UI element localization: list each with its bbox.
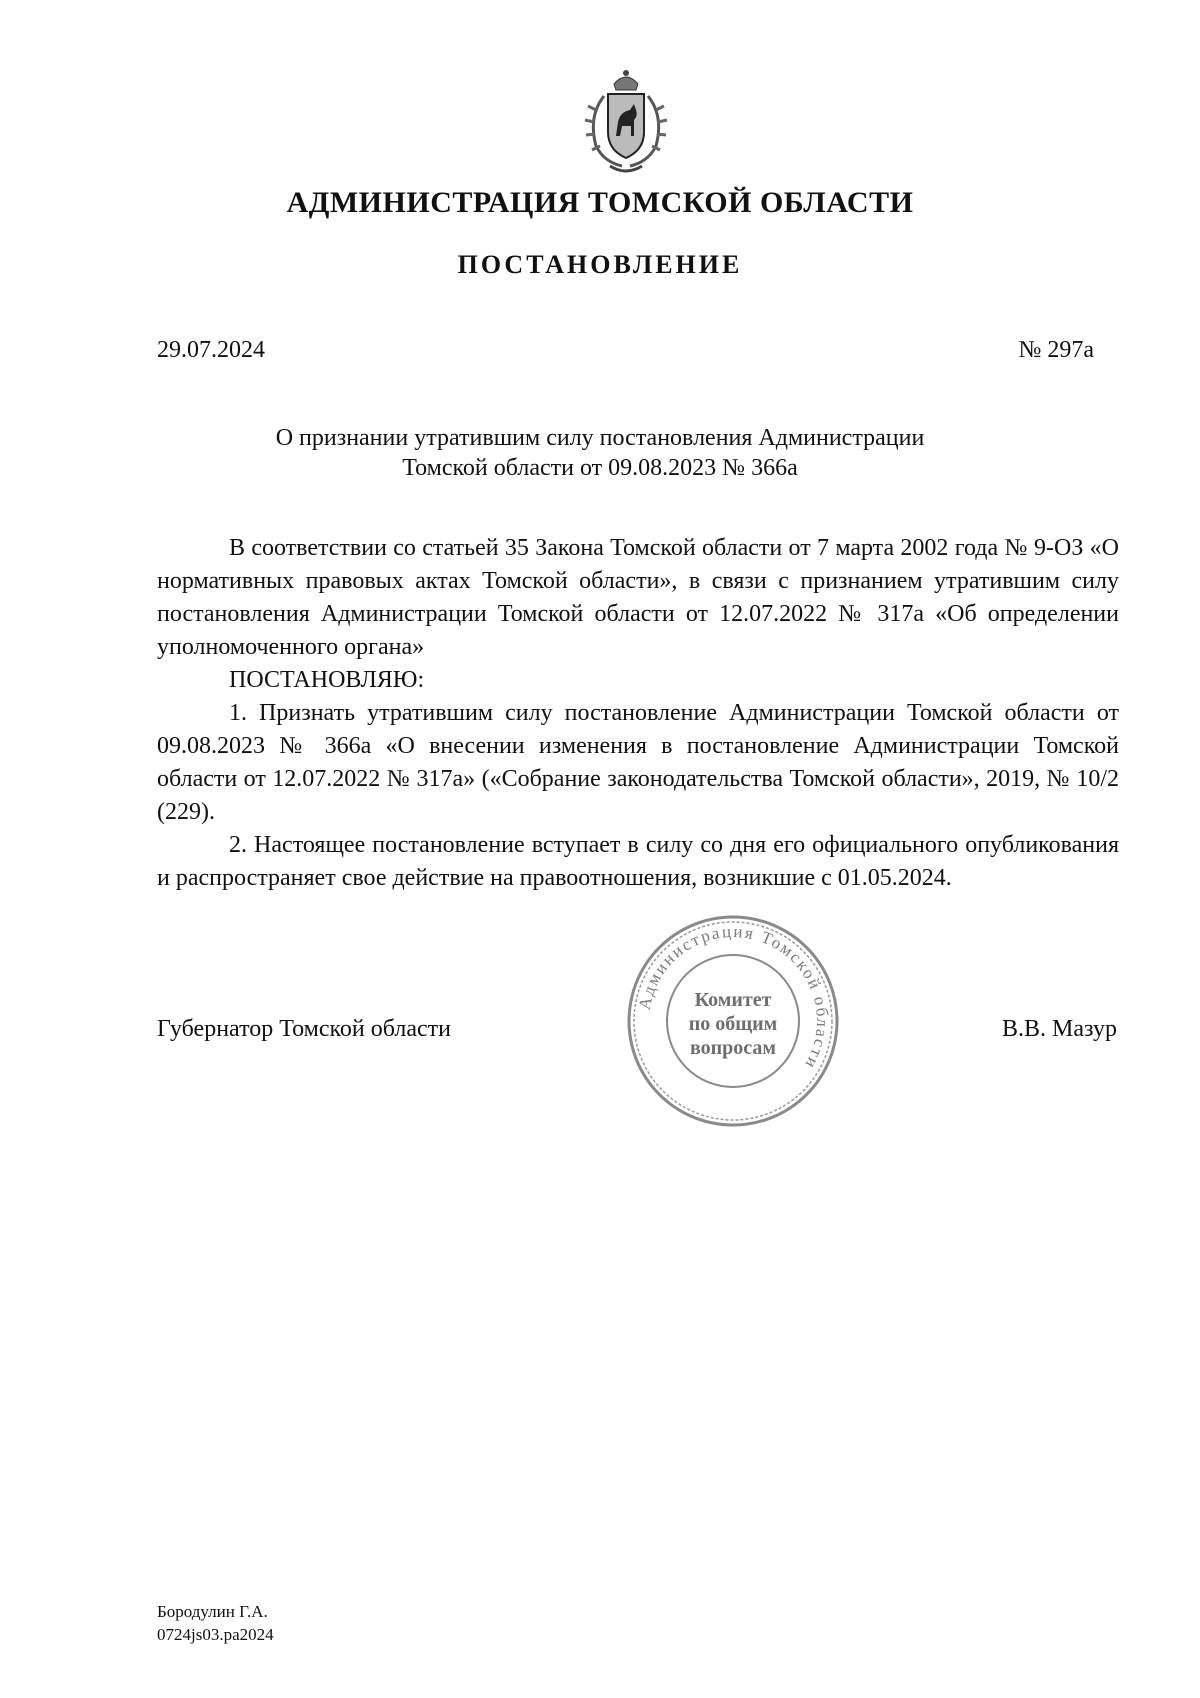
signatory-role: Губернатор Томской области	[157, 1016, 451, 1042]
item-paragraph: 1. Признать утратившим силу постановление Администрации Томской области от 09.08.2023 № 366а «О внесении изменения в постановление Администрации Томской области от 12.07.2022 № 317а» («Собрание законодательства Томской области», 2019, № 10/2 (229).	[157, 700, 1119, 825]
subject-line: О признании утратившим силу постановления Администрации	[275, 425, 925, 451]
document-subject	[200, 423, 1000, 483]
signatory-name: В.В. Мазур	[1002, 1016, 1117, 1042]
decree-word: ПОСТАНОВЛЯЮ:	[229, 667, 425, 693]
preamble-paragraph: В соответствии со статьей 35 Закона Томской области от 7 марта 2002 года № 9-ОЗ «О нормативных правовых актах Томской области», в связи с признанием утратившим силу постановления Администрации Томской области от 12.07.2022 № 317а «Об определении уполномоченного органа»	[157, 535, 1119, 660]
document-date: 29.07.2024	[157, 337, 265, 363]
executor-name: Бородулин Г.А.	[157, 1602, 268, 1621]
stamp-text: по общим	[688, 1013, 778, 1035]
executor-footer	[157, 1600, 274, 1646]
stamp-text: Комитет	[694, 989, 772, 1011]
organization-title: АДМИНИСТРАЦИЯ ТОМСКОЙ ОБЛАСТИ	[286, 186, 914, 219]
svg-text:Администрация Томской области: Администрация Томской области	[634, 921, 833, 1074]
document-number: № 297а	[1018, 337, 1094, 363]
document-code: 0724js03.pa2024	[157, 1625, 274, 1644]
document-body	[157, 532, 1119, 895]
stamp-text: вопросам	[689, 1037, 777, 1059]
subject-line: Томской области от 09.08.2023 № 366а	[402, 455, 798, 481]
official-stamp-icon	[624, 912, 842, 1130]
item-paragraph: 2. Настоящее постановление вступает в силу со дня его официального опубликования и распространяет свое действие на правоотношения, возникшие с 01.05.2024.	[157, 832, 1119, 891]
coat-of-arms-icon	[574, 66, 678, 178]
document-type-title: ПОСТАНОВЛЕНИЕ	[457, 250, 743, 279]
